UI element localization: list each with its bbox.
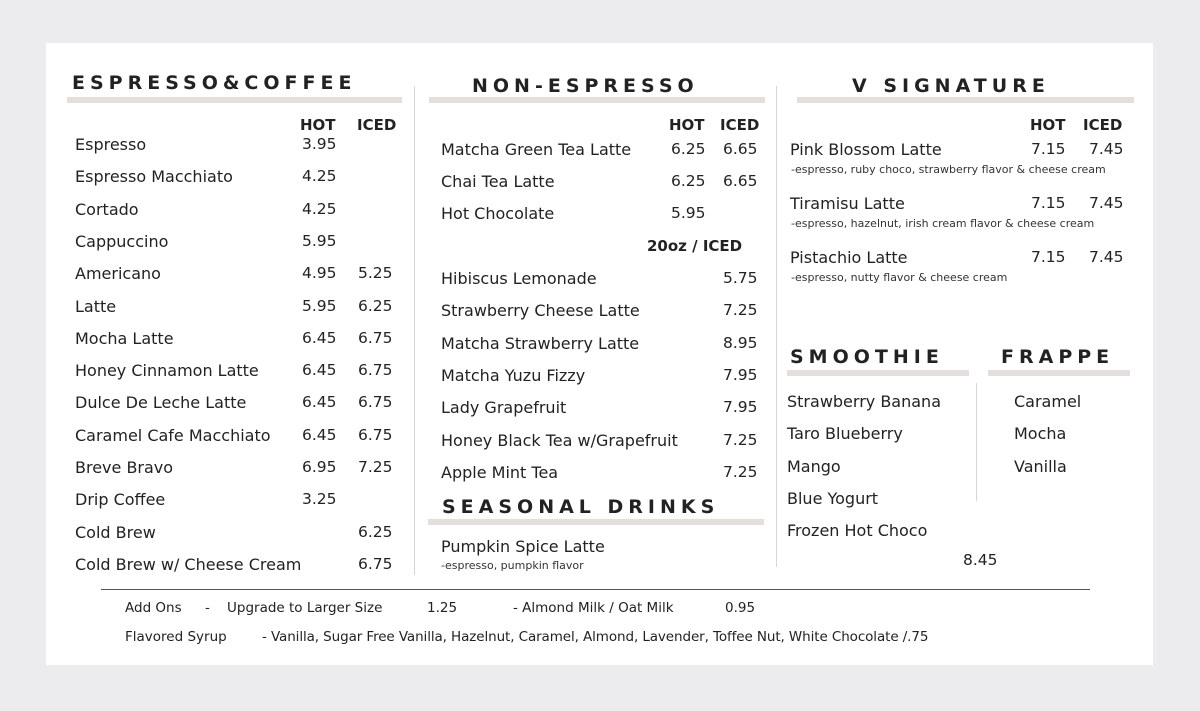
signature-item-iced-price: 7.45 — [1089, 140, 1124, 158]
espresso-coffee-heading: ESPRESSO&COFFEE — [72, 72, 357, 94]
espresso-item-name: Cortado — [75, 199, 139, 219]
upgrade-size-price: 1.25 — [427, 600, 458, 616]
espresso-item-name: Dulce De Leche Latte — [75, 393, 247, 413]
espresso-item-hot-price: 6.95 — [302, 458, 337, 476]
column-divider-1 — [414, 86, 415, 575]
smoothie-item: Taro Blueberry — [787, 424, 903, 444]
non-espresso-item-iced-price: 6.65 — [723, 172, 758, 190]
espresso-item-iced-price: 6.75 — [358, 393, 393, 412]
espresso-item-name: Caramel Cafe Macchiato — [75, 425, 271, 445]
espresso-item-iced-price: 6.75 — [358, 361, 393, 380]
frappe-item: Mocha — [1014, 424, 1067, 444]
espresso-item-iced-price: 6.75 — [358, 328, 393, 347]
non-espresso-iced-item-name: Honey Black Tea w/Grapefruit — [441, 430, 678, 450]
smoothie-item: Frozen Hot Choco — [787, 521, 928, 541]
non-espresso-iced-item-price: 8.95 — [723, 333, 758, 352]
signature-item-iced-price: 7.45 — [1089, 194, 1124, 212]
espresso-item-iced-price: 6.75 — [358, 554, 393, 573]
smoothie-heading: SMOOTHIE — [790, 346, 944, 368]
espresso-item-name: Honey Cinnamon Latte — [75, 361, 259, 381]
seasonal-drinks-heading: SEASONAL DRINKS — [442, 496, 720, 518]
non-espresso-iced-item-price: 7.95 — [723, 398, 758, 417]
non-espresso-iced-item-price: 7.25 — [723, 301, 758, 320]
non-espresso-iced-item-name: Matcha Yuzu Fizzy — [441, 365, 586, 385]
alt-milk-price: 0.95 — [725, 600, 756, 616]
seasonal-item-desc: -espresso, pumpkin flavor — [441, 559, 584, 572]
signature-iced-header: ICED — [1083, 116, 1123, 134]
non-espresso-item-iced-price: 6.65 — [723, 140, 758, 158]
non-espresso-iced-header: ICED — [720, 116, 760, 134]
signature-item-name: Pink Blossom Latte — [790, 140, 942, 159]
espresso-item-iced-price: 6.25 — [358, 296, 393, 315]
non-espresso-item-name: Matcha Green Tea Latte — [441, 140, 632, 159]
espresso-item-name: Americano — [75, 264, 161, 284]
smoothie-item: Strawberry Banana — [787, 392, 941, 411]
espresso-item-hot-price: 6.45 — [302, 425, 337, 444]
signature-item-hot-price: 7.15 — [1031, 194, 1066, 212]
non-espresso-item-name: Hot Chocolate — [441, 204, 555, 223]
non-espresso-iced-item-price: 7.25 — [723, 462, 758, 481]
non-espresso-iced-item-price: 7.25 — [723, 430, 758, 449]
flavored-syrup-text: - Vanilla, Sugar Free Vanilla, Hazelnut, Caramel, Almond, Lavender, Toffee Nut, White Chocolate /.75 — [262, 629, 929, 645]
espresso-item-name: Latte — [75, 296, 117, 316]
upgrade-size-text: Upgrade to Larger Size — [227, 600, 383, 616]
espresso-heading-bar — [67, 97, 402, 103]
smoothie-frappe-price: 8.45 — [963, 551, 998, 569]
non-espresso-iced-item-name: Apple Mint Tea — [441, 462, 559, 482]
non-espresso-item-hot-price: 6.25 — [671, 172, 706, 190]
espresso-item-name: Cold Brew — [75, 522, 156, 542]
smoothie-item: Blue Yogurt — [787, 488, 879, 508]
signature-heading: V SIGNATURE — [852, 75, 1050, 97]
espresso-item-name: Breve Bravo — [75, 458, 174, 477]
espresso-item-name: Mocha Latte — [75, 328, 174, 348]
non-espresso-hot-header: HOT — [669, 116, 705, 134]
non-espresso-iced-item-name: Matcha Strawberry Latte — [441, 333, 640, 353]
espresso-item-hot-price: 6.45 — [302, 361, 337, 380]
signature-item-desc: -espresso, nutty flavor & cheese cream — [791, 271, 1008, 284]
non-espresso-item-hot-price: 5.95 — [671, 204, 706, 222]
espresso-hot-header: HOT — [300, 116, 336, 134]
non-espresso-iced-item-name: Hibiscus Lemonade — [441, 269, 597, 288]
smoothie-item: Mango — [787, 456, 841, 476]
espresso-item-name: Drip Coffee — [75, 490, 166, 510]
smoothie-heading-bar — [787, 370, 969, 376]
espresso-item-hot-price: 3.25 — [302, 490, 337, 509]
non-espresso-iced-item-price: 5.75 — [723, 269, 758, 287]
espresso-item-hot-price: 6.45 — [302, 393, 337, 412]
signature-item-desc: -espresso, ruby choco, strawberry flavor & cheese cream — [791, 163, 1106, 176]
espresso-item-name: Cappuccino — [75, 231, 169, 251]
signature-item-iced-price: 7.45 — [1089, 248, 1124, 266]
espresso-item-hot-price: 5.95 — [302, 296, 337, 315]
espresso-item-hot-price: 4.25 — [302, 167, 337, 186]
espresso-item-hot-price: 6.45 — [302, 328, 337, 347]
alt-milk-text: - Almond Milk / Oat Milk — [513, 600, 674, 616]
espresso-item-hot-price: 3.95 — [302, 135, 337, 153]
signature-hot-header: HOT — [1030, 116, 1066, 134]
non-espresso-iced-item-name: Lady Grapefruit — [441, 398, 567, 418]
espresso-item-hot-price: 4.25 — [302, 199, 337, 218]
signature-item-name: Pistachio Latte — [790, 248, 908, 267]
espresso-item-name: Cold Brew w/ Cheese Cream — [75, 554, 302, 574]
espresso-item-iced-price: 5.25 — [358, 264, 393, 283]
signature-item-name: Tiramisu Latte — [790, 194, 905, 213]
column-divider-2 — [776, 86, 777, 567]
espresso-item-iced-price: 6.25 — [358, 522, 393, 541]
signature-item-desc: -espresso, hazelnut, irish cream flavor & cheese cream — [791, 217, 1095, 230]
frappe-heading-bar — [988, 370, 1130, 376]
espresso-item-name: Espresso — [75, 135, 147, 154]
seasonal-heading-bar — [428, 519, 764, 525]
non-espresso-iced-item-price: 7.95 — [723, 365, 758, 384]
signature-item-hot-price: 7.15 — [1031, 248, 1066, 266]
frappe-heading: FRAPPE — [1001, 346, 1115, 368]
smoothie-frappe-divider — [976, 383, 977, 501]
menu-board — [46, 43, 1153, 665]
espresso-iced-header: ICED — [357, 116, 397, 134]
espresso-item-iced-price: 7.25 — [358, 458, 393, 476]
espresso-item-hot-price: 5.95 — [302, 231, 337, 250]
flavored-syrup-label: Flavored Syrup — [125, 629, 227, 645]
espresso-item-name: Espresso Macchiato — [75, 167, 233, 187]
non-espresso-iced-item-name: Strawberry Cheese Latte — [441, 301, 640, 321]
espresso-item-hot-price: 4.95 — [302, 264, 337, 283]
non-espresso-20oz-iced-header: 20oz / ICED — [647, 237, 743, 255]
signature-item-hot-price: 7.15 — [1031, 140, 1066, 158]
non-espresso-item-name: Chai Tea Latte — [441, 172, 555, 191]
frappe-item: Caramel — [1014, 392, 1082, 411]
footer-divider — [101, 589, 1090, 590]
seasonal-item-name: Pumpkin Spice Latte — [441, 537, 605, 556]
non-espresso-heading-bar — [429, 97, 765, 103]
add-ons-dash: - — [205, 600, 210, 616]
signature-heading-bar — [797, 97, 1134, 103]
espresso-item-iced-price: 6.75 — [358, 425, 393, 444]
add-ons-label: Add Ons — [125, 600, 182, 616]
frappe-item: Vanilla — [1014, 456, 1067, 476]
non-espresso-item-hot-price: 6.25 — [671, 140, 706, 158]
non-espresso-heading: NON-ESPRESSO — [472, 75, 699, 97]
